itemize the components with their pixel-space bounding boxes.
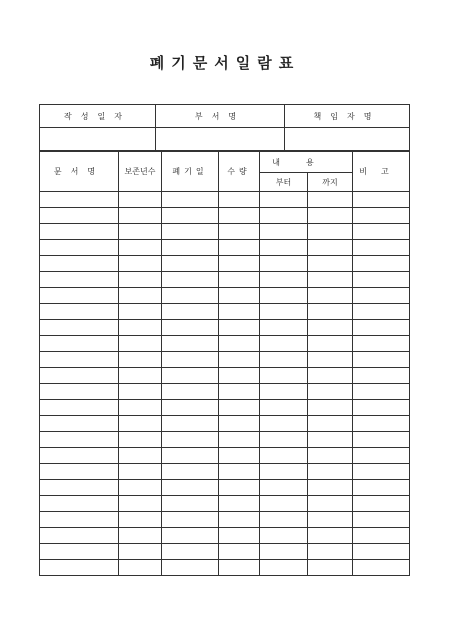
- doc-name-cell[interactable]: [40, 304, 119, 320]
- from-cell[interactable]: [260, 384, 308, 400]
- disposal-date-cell[interactable]: [162, 448, 219, 464]
- table-row: [40, 304, 410, 320]
- disposal-date-cell[interactable]: [162, 528, 219, 544]
- from-cell[interactable]: [260, 192, 308, 208]
- remarks-cell[interactable]: [353, 512, 410, 528]
- table-row: [40, 224, 410, 240]
- remarks-cell[interactable]: [353, 432, 410, 448]
- to-cell[interactable]: [308, 368, 353, 384]
- doc-name-cell[interactable]: [40, 448, 119, 464]
- retention-cell[interactable]: [119, 320, 162, 336]
- disposal-date-cell[interactable]: [162, 320, 219, 336]
- department-label: 부서명: [156, 105, 285, 128]
- disposal-date-cell[interactable]: [162, 432, 219, 448]
- doc-name-cell[interactable]: [40, 368, 119, 384]
- quantity-cell[interactable]: [219, 512, 260, 528]
- doc-name-cell[interactable]: [40, 208, 119, 224]
- quantity-cell[interactable]: [219, 448, 260, 464]
- remarks-cell[interactable]: [353, 288, 410, 304]
- from-cell[interactable]: [260, 480, 308, 496]
- table-row: [40, 544, 410, 560]
- from-cell[interactable]: [260, 288, 308, 304]
- table-row: [40, 464, 410, 480]
- quantity-cell[interactable]: [219, 560, 260, 576]
- to-cell[interactable]: [308, 512, 353, 528]
- disposal-date-cell[interactable]: [162, 512, 219, 528]
- from-cell[interactable]: [260, 304, 308, 320]
- retention-cell[interactable]: [119, 272, 162, 288]
- remarks-cell[interactable]: [353, 336, 410, 352]
- from-cell[interactable]: [260, 528, 308, 544]
- quantity-cell[interactable]: [219, 240, 260, 256]
- from-cell[interactable]: [260, 496, 308, 512]
- author-info-table: [39, 104, 410, 151]
- retention-cell[interactable]: [119, 512, 162, 528]
- retention-cell[interactable]: [119, 480, 162, 496]
- retention-cell[interactable]: [119, 352, 162, 368]
- disposal-date-cell[interactable]: [162, 400, 219, 416]
- retention-cell[interactable]: [119, 224, 162, 240]
- disposal-date-cell[interactable]: [162, 304, 219, 320]
- disposal-date-cell[interactable]: [162, 224, 219, 240]
- department-field[interactable]: [156, 128, 285, 151]
- doc-name-cell[interactable]: [40, 416, 119, 432]
- manager-field[interactable]: [285, 128, 410, 151]
- table-row: [40, 528, 410, 544]
- quantity-cell[interactable]: [219, 320, 260, 336]
- table-row: [40, 384, 410, 400]
- to-cell[interactable]: [308, 240, 353, 256]
- doc-name-cell[interactable]: [40, 400, 119, 416]
- to-cell[interactable]: [308, 416, 353, 432]
- retention-cell[interactable]: [119, 496, 162, 512]
- table-row: [40, 192, 410, 208]
- table-row: [40, 288, 410, 304]
- remarks-cell[interactable]: [353, 352, 410, 368]
- doc-name-cell[interactable]: [40, 272, 119, 288]
- remarks-cell[interactable]: [353, 464, 410, 480]
- author-date-field[interactable]: [40, 128, 156, 151]
- quantity-cell[interactable]: [219, 192, 260, 208]
- to-cell[interactable]: [308, 304, 353, 320]
- retention-cell[interactable]: [119, 400, 162, 416]
- table-row: [40, 240, 410, 256]
- retention-cell[interactable]: [119, 208, 162, 224]
- from-cell[interactable]: [260, 432, 308, 448]
- disposal-date-cell[interactable]: [162, 272, 219, 288]
- disposal-date-cell[interactable]: [162, 496, 219, 512]
- from-cell[interactable]: [260, 560, 308, 576]
- table-row: [40, 208, 410, 224]
- author-date-label: 작성일자: [40, 105, 156, 128]
- doc-name-cell[interactable]: [40, 336, 119, 352]
- from-cell[interactable]: [260, 416, 308, 432]
- doc-name-cell[interactable]: [40, 352, 119, 368]
- disposal-date-cell[interactable]: [162, 352, 219, 368]
- to-cell[interactable]: [308, 224, 353, 240]
- from-cell[interactable]: [260, 336, 308, 352]
- quantity-cell[interactable]: [219, 400, 260, 416]
- retention-cell[interactable]: [119, 240, 162, 256]
- disposal-date-cell[interactable]: [162, 192, 219, 208]
- doc-name-cell[interactable]: [40, 560, 119, 576]
- remarks-cell[interactable]: [353, 320, 410, 336]
- table-row: [40, 272, 410, 288]
- to-cell[interactable]: [308, 496, 353, 512]
- remarks-cell[interactable]: [353, 480, 410, 496]
- doc-name-cell[interactable]: [40, 496, 119, 512]
- to-cell[interactable]: [308, 560, 353, 576]
- from-cell[interactable]: [260, 256, 308, 272]
- disposal-date-cell[interactable]: [162, 560, 219, 576]
- from-cell[interactable]: [260, 272, 308, 288]
- remarks-cell[interactable]: [353, 224, 410, 240]
- table-row: [40, 512, 410, 528]
- retention-cell[interactable]: [119, 416, 162, 432]
- document-title: 폐기문서일람표: [149, 54, 301, 72]
- retention-cell[interactable]: [119, 560, 162, 576]
- table-row: [40, 352, 410, 368]
- doc-name-cell[interactable]: [40, 480, 119, 496]
- table-row: [40, 320, 410, 336]
- table-row: [40, 496, 410, 512]
- disposal-date-cell[interactable]: [162, 368, 219, 384]
- remarks-cell[interactable]: [353, 496, 410, 512]
- from-cell[interactable]: [260, 544, 308, 560]
- remarks-cell[interactable]: [353, 240, 410, 256]
- disposal-date-header: 폐기일: [162, 152, 219, 192]
- to-cell[interactable]: [308, 384, 353, 400]
- quantity-cell[interactable]: [219, 272, 260, 288]
- table-row: [40, 432, 410, 448]
- retention-cell[interactable]: [119, 336, 162, 352]
- disposal-date-cell[interactable]: [162, 544, 219, 560]
- to-cell[interactable]: [308, 480, 353, 496]
- disposal-date-cell[interactable]: [162, 208, 219, 224]
- retention-cell[interactable]: [119, 432, 162, 448]
- remarks-cell[interactable]: [353, 400, 410, 416]
- table-row: [40, 336, 410, 352]
- remarks-cell[interactable]: [353, 304, 410, 320]
- from-cell[interactable]: [260, 224, 308, 240]
- remarks-cell[interactable]: [353, 368, 410, 384]
- retention-cell[interactable]: [119, 304, 162, 320]
- quantity-cell[interactable]: [219, 496, 260, 512]
- doc-name-cell[interactable]: [40, 224, 119, 240]
- doc-name-cell[interactable]: [40, 432, 119, 448]
- doc-name-cell[interactable]: [40, 320, 119, 336]
- to-cell[interactable]: [308, 192, 353, 208]
- remarks-cell[interactable]: [353, 448, 410, 464]
- retention-cell[interactable]: [119, 544, 162, 560]
- remarks-cell[interactable]: [353, 272, 410, 288]
- retention-cell[interactable]: [119, 368, 162, 384]
- remarks-cell[interactable]: [353, 416, 410, 432]
- table-row: [40, 400, 410, 416]
- doc-name-cell[interactable]: [40, 512, 119, 528]
- quantity-cell[interactable]: [219, 288, 260, 304]
- doc-name-cell[interactable]: [40, 464, 119, 480]
- from-cell[interactable]: [260, 368, 308, 384]
- quantity-cell[interactable]: [219, 544, 260, 560]
- remarks-header: 비고: [353, 152, 410, 192]
- retention-cell[interactable]: [119, 192, 162, 208]
- from-cell[interactable]: [260, 512, 308, 528]
- remarks-cell[interactable]: [353, 544, 410, 560]
- remarks-cell[interactable]: [353, 256, 410, 272]
- doc-name-cell[interactable]: [40, 256, 119, 272]
- doc-name-cell[interactable]: [40, 192, 119, 208]
- quantity-cell[interactable]: [219, 432, 260, 448]
- quantity-cell[interactable]: [219, 368, 260, 384]
- remarks-cell[interactable]: [353, 192, 410, 208]
- retention-cell[interactable]: [119, 256, 162, 272]
- retention-cell[interactable]: [119, 448, 162, 464]
- retention-cell[interactable]: [119, 464, 162, 480]
- doc-name-cell[interactable]: [40, 288, 119, 304]
- disposal-date-cell[interactable]: [162, 336, 219, 352]
- quantity-cell[interactable]: [219, 416, 260, 432]
- to-cell[interactable]: [308, 448, 353, 464]
- to-cell[interactable]: [308, 272, 353, 288]
- from-cell[interactable]: [260, 208, 308, 224]
- table-row: [40, 416, 410, 432]
- disposal-date-cell[interactable]: [162, 416, 219, 432]
- to-cell[interactable]: [308, 432, 353, 448]
- remarks-cell[interactable]: [353, 560, 410, 576]
- doc-name-cell[interactable]: [40, 544, 119, 560]
- doc-name-cell[interactable]: [40, 240, 119, 256]
- from-cell[interactable]: [260, 352, 308, 368]
- quantity-cell[interactable]: [219, 208, 260, 224]
- to-cell[interactable]: [308, 400, 353, 416]
- quantity-cell[interactable]: [219, 464, 260, 480]
- from-cell[interactable]: [260, 400, 308, 416]
- from-cell[interactable]: [260, 240, 308, 256]
- table-row: [40, 560, 410, 576]
- disposal-date-cell[interactable]: [162, 256, 219, 272]
- to-cell[interactable]: [308, 208, 353, 224]
- quantity-cell[interactable]: [219, 256, 260, 272]
- from-cell[interactable]: [260, 464, 308, 480]
- quantity-cell[interactable]: [219, 336, 260, 352]
- table-row: [40, 368, 410, 384]
- to-header: 까지: [308, 173, 353, 192]
- remarks-cell[interactable]: [353, 528, 410, 544]
- quantity-cell[interactable]: [219, 528, 260, 544]
- quantity-cell[interactable]: [219, 352, 260, 368]
- quantity-header: 수량: [219, 152, 260, 192]
- remarks-cell[interactable]: [353, 208, 410, 224]
- remarks-cell[interactable]: [353, 384, 410, 400]
- quantity-cell[interactable]: [219, 384, 260, 400]
- to-cell[interactable]: [308, 544, 353, 560]
- disposal-date-cell[interactable]: [162, 240, 219, 256]
- to-cell[interactable]: [308, 336, 353, 352]
- retention-cell[interactable]: [119, 528, 162, 544]
- disposal-date-cell[interactable]: [162, 288, 219, 304]
- retention-header: 보존년수: [119, 152, 162, 192]
- to-cell[interactable]: [308, 528, 353, 544]
- manager-label: 책임자명: [285, 105, 410, 128]
- doc-name-cell[interactable]: [40, 384, 119, 400]
- doc-name-cell[interactable]: [40, 528, 119, 544]
- to-cell[interactable]: [308, 352, 353, 368]
- to-cell[interactable]: [308, 320, 353, 336]
- table-row: [40, 480, 410, 496]
- disposal-date-cell[interactable]: [162, 384, 219, 400]
- quantity-cell[interactable]: [219, 224, 260, 240]
- retention-cell[interactable]: [119, 288, 162, 304]
- from-header: 부터: [260, 173, 308, 192]
- table-row: [40, 256, 410, 272]
- disposal-list-table: [39, 151, 410, 576]
- quantity-cell[interactable]: [219, 304, 260, 320]
- quantity-cell[interactable]: [219, 480, 260, 496]
- doc-name-header: 문서명: [40, 152, 119, 192]
- retention-cell[interactable]: [119, 384, 162, 400]
- to-cell[interactable]: [308, 464, 353, 480]
- disposal-date-cell[interactable]: [162, 480, 219, 496]
- table-row: [40, 448, 410, 464]
- contents-header: 내용: [260, 152, 353, 173]
- to-cell[interactable]: [308, 288, 353, 304]
- from-cell[interactable]: [260, 320, 308, 336]
- from-cell[interactable]: [260, 448, 308, 464]
- to-cell[interactable]: [308, 256, 353, 272]
- disposal-date-cell[interactable]: [162, 464, 219, 480]
